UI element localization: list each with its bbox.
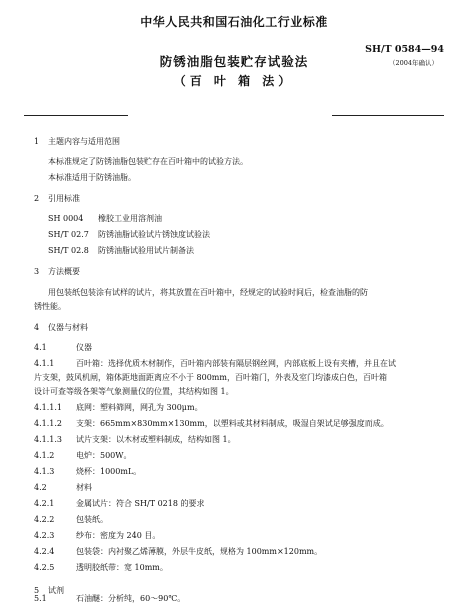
standard-code: SH/T 0584—94: [365, 44, 444, 55]
section-number: 5: [34, 586, 40, 595]
section-3-heading: [34, 267, 80, 277]
clause-text: 包装纸。: [76, 515, 108, 524]
clause-text: 烧杯：1000mL。: [76, 467, 142, 476]
clause-line: [34, 403, 203, 413]
clause-line: [34, 499, 204, 509]
clause-line: [34, 483, 92, 493]
clause-text: 石油醚：分析纯，60～90℃。: [76, 594, 186, 603]
clause-line: [34, 359, 396, 369]
clause-line: [34, 515, 108, 525]
clause-number: 4.1.1: [34, 359, 55, 368]
clause-number: 4.2.3: [34, 531, 55, 540]
section-title: 仪器与材料: [48, 323, 88, 332]
clause-number: 4.1: [34, 343, 47, 352]
clause-line: [34, 419, 389, 429]
reference-item: [48, 214, 162, 224]
document-title: 防锈油脂包装贮存试验法: [159, 54, 309, 69]
clause-number: 4.2.4: [34, 547, 55, 556]
clause-line: [34, 435, 236, 445]
clause-number: 4.2: [34, 483, 47, 492]
clause-number: 5.1: [34, 594, 47, 603]
clause-number: 4.2.2: [34, 515, 55, 524]
section-title: 主题内容与适用范围: [48, 137, 120, 146]
clause-line: [34, 547, 322, 557]
clause-text: 百叶箱：选择优质木材制作，百叶箱内部装有隔层钢丝网，内部底板上设有夹槽，并且在试: [76, 359, 396, 368]
confirmation-note: （2004年确认）: [388, 59, 438, 67]
reference-title: 防锈油脂试验试片锈蚀度试验法: [98, 230, 210, 239]
clause-text: 试片支架：以木材或塑料制成，结构如图 1。: [76, 435, 236, 444]
section-1-paragraph-2: 本标准适用于防锈油脂。: [48, 173, 136, 182]
standard-organization: 中华人民共和国石油化工行业标准: [140, 15, 328, 29]
clause-text: 包装袋：内衬聚乙烯薄膜，外层牛皮纸，规格为 100mm×120mm。: [76, 547, 323, 556]
section-number: 2: [34, 194, 40, 203]
clause-line: [34, 343, 92, 353]
clause-text: 支架：665mm×830mm×130mm，以塑料或其材料制成，吸湿自架试足够强度而成。: [76, 419, 389, 428]
clause-number: 4.1.2: [34, 451, 55, 460]
clause-line: [34, 467, 141, 477]
section-1-heading: [34, 137, 120, 147]
clause-text: 设计可查等级各架等气象测量仪的位置，其结构如图 1。: [34, 387, 234, 396]
clause-number: 4.1.1.2: [34, 419, 62, 428]
document-subtitle: （百 叶 箱 法）: [173, 74, 295, 88]
section-number: 3: [34, 267, 40, 276]
clause-text: 纱布：密度为 240 目。: [76, 531, 161, 540]
clause-text: 仪器: [76, 343, 92, 352]
section-3-text-line: 锈性能。: [34, 302, 66, 311]
section-3-text-line: 用包装纸包装涂有试样的试片，将其放置在百叶箱中，经规定的试验时间后，检查油脂的防: [48, 288, 368, 297]
header-rule-right: [332, 115, 444, 116]
clause-line: [34, 373, 387, 383]
clause-number: 4.1.3: [34, 467, 55, 476]
clause-text: 金属试片：符合 SH/T 0218 的要求: [76, 499, 205, 508]
section-number: 4: [34, 323, 40, 332]
clause-line: [34, 563, 168, 573]
reference-code: SH/T 02.8: [48, 246, 89, 255]
reference-item: [48, 246, 194, 256]
section-2-heading: [34, 194, 80, 204]
clause-line: [34, 387, 234, 397]
clause-text: 材料: [76, 483, 92, 492]
section-number: 1: [34, 137, 40, 146]
reference-item: [48, 230, 210, 240]
clause-line: [34, 531, 160, 541]
clause-line: [34, 451, 132, 461]
clause-text: 电炉：500W。: [76, 451, 132, 460]
clause-number: 4.1.1.3: [34, 435, 62, 444]
header-rule-left: [24, 115, 128, 116]
section-title: 引用标准: [48, 194, 80, 203]
clause-number: 4.2.1: [34, 499, 55, 508]
clause-number: 4.2.5: [34, 563, 55, 572]
reference-code: SH 0004: [48, 214, 84, 223]
clause-text: 底网：塑料筛网，网孔为 300μm。: [76, 403, 203, 412]
clause-text: 片支架，鼓风机闸，箱体距地面距离应不小于 800mm，百叶箱门，外表及室门均漆成白色，百叶箱: [34, 373, 387, 382]
reference-code: SH/T 02.7: [48, 230, 89, 239]
section-title: 方法概要: [48, 267, 80, 276]
section-1-paragraph-1: 本标准规定了防锈油脂包装贮存在百叶箱中的试验方法。: [48, 157, 248, 166]
clause-text: 透明胶纸带：宽 10mm。: [76, 563, 168, 572]
reference-title: 防锈油脂试验用试片制备法: [98, 246, 194, 255]
section-title: 试剂: [48, 586, 64, 595]
section-4-heading: [34, 323, 88, 333]
clause-number: 4.1.1.1: [34, 403, 62, 412]
reference-title: 橡胶工业用溶剂油: [98, 214, 162, 223]
